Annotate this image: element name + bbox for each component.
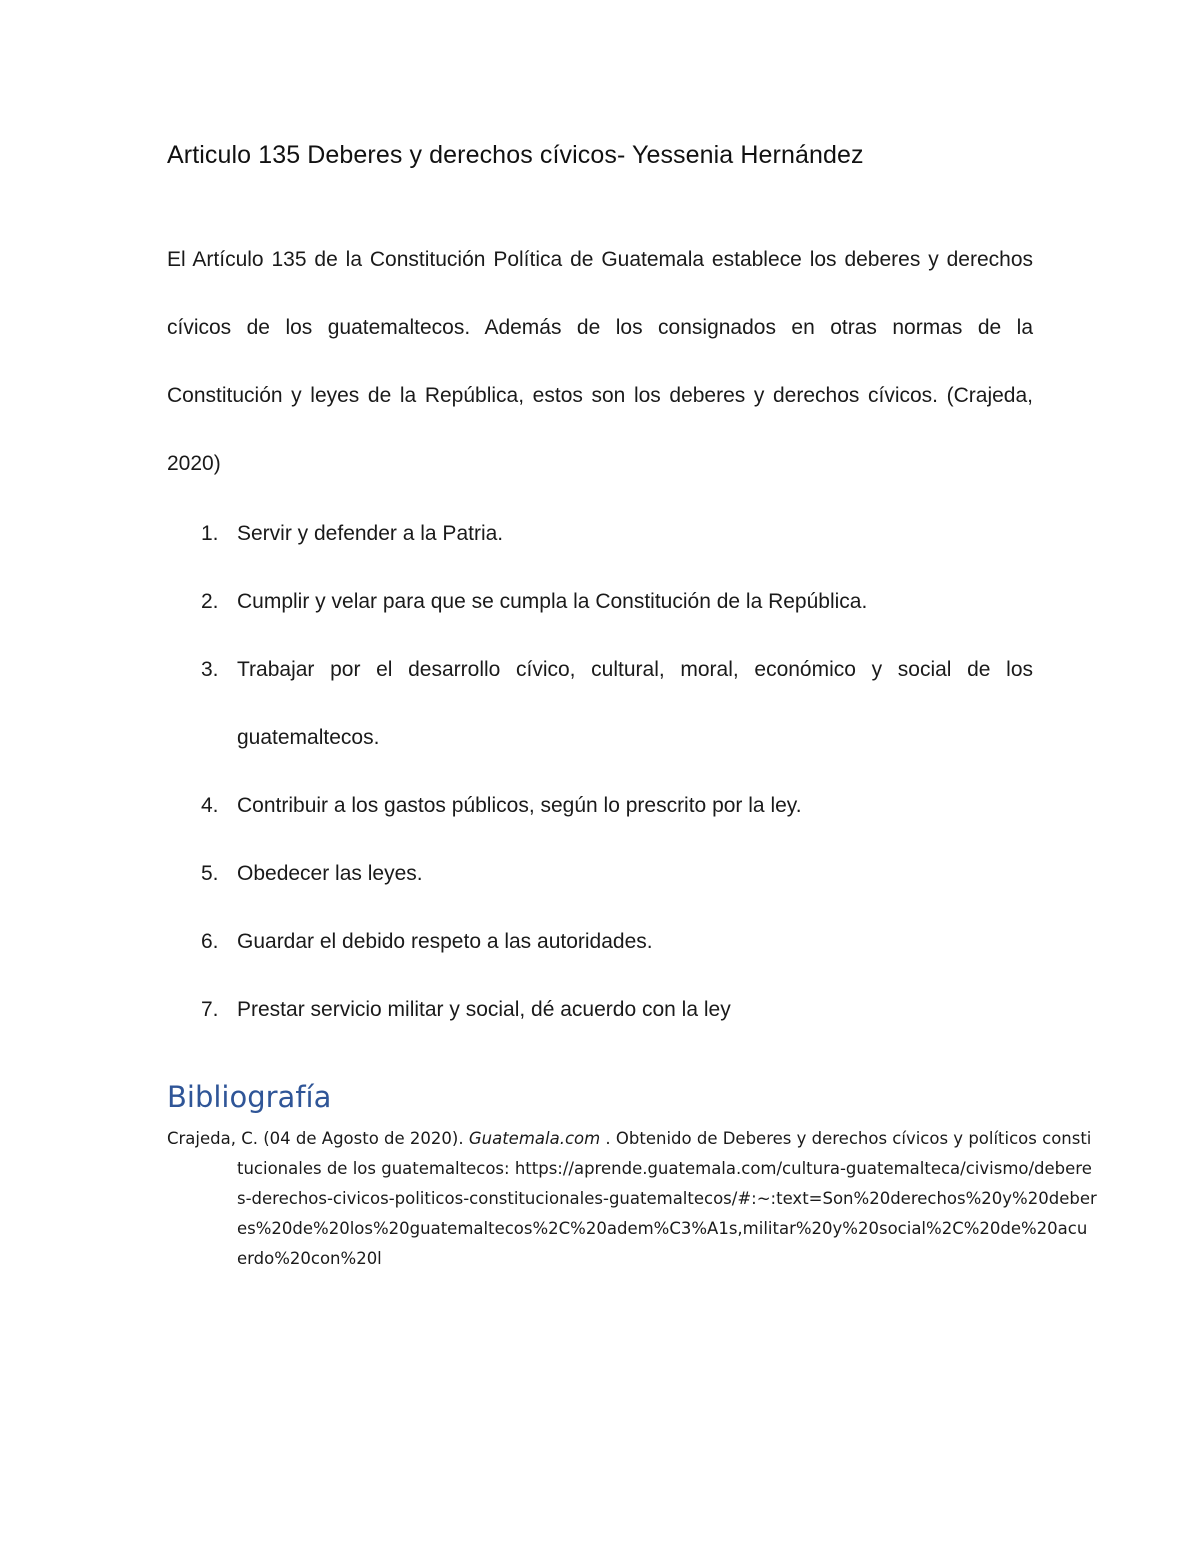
list-item-text: Contribuir a los gastos públicos, según lo prescrito por la ley. — [237, 794, 802, 817]
list-item-text: Servir y defender a la Patria. — [237, 522, 504, 545]
list-item-text: Prestar servicio militar y social, dé acuerdo con la ley — [237, 998, 731, 1021]
list-item-number: 1. — [201, 522, 219, 545]
intro-paragraph: El Artículo 135 de la Constitución Política de Guatemala establece los deberes y derechos cívicos de los guatemaltecos. Además de los consignados en otras normas de la Constitución y leyes de la República, estos son los deberes y derechos cívicos. (Crajeda, 2020) — [167, 248, 1033, 475]
list-item-number: 2. — [201, 590, 219, 613]
reference-details: . Obtenido de Deberes y derechos cívicos y políticos constitucionales de los guatemaltecos: https://aprende.guatemala.com/cultura-guatemalteca/civismo/deberes-derechos-civicos-politicos-constitucionales-guatemaltecos/#:~:text=Son%20derechos%20y%20deberes%20de%20los%20guatemaltecos%2C%20adem%C3%A1s,militar%20y%20social%2C%20de%20acuerdo%20con%20l — [237, 1129, 1097, 1268]
document-title: Articulo 135 Deberes y derechos cívicos- Yessenia Hernández — [167, 141, 864, 169]
bibliography-heading: Bibliografía — [167, 1080, 332, 1114]
reference-source: Guatemala.com — [468, 1129, 601, 1148]
bibliography-reference — [167, 1124, 1097, 1274]
list-item-number: 6. — [201, 930, 219, 953]
list-item-text: Trabajar por el desarrollo cívico, cultural, moral, económico y social de los guatemaltecos. — [237, 658, 1033, 749]
list-item — [167, 976, 1033, 1044]
list-item — [167, 500, 1033, 568]
duties-list — [167, 500, 1033, 1044]
list-item-text: Obedecer las leyes. — [237, 862, 423, 885]
list-item — [167, 840, 1033, 908]
list-item — [167, 772, 1033, 840]
list-item-number: 4. — [201, 794, 219, 817]
list-item-number: 5. — [201, 862, 219, 885]
list-item-number: 3. — [201, 658, 219, 681]
list-item — [167, 636, 1033, 772]
list-item — [167, 568, 1033, 636]
list-item-text: Cumplir y velar para que se cumpla la Constitución de la República. — [237, 590, 868, 613]
list-item-text: Guardar el debido respeto a las autoridades. — [237, 930, 653, 953]
list-item-number: 7. — [201, 998, 219, 1021]
reference-author-date: Crajeda, C. (04 de Agosto de 2020). — [167, 1129, 469, 1148]
list-item — [167, 908, 1033, 976]
